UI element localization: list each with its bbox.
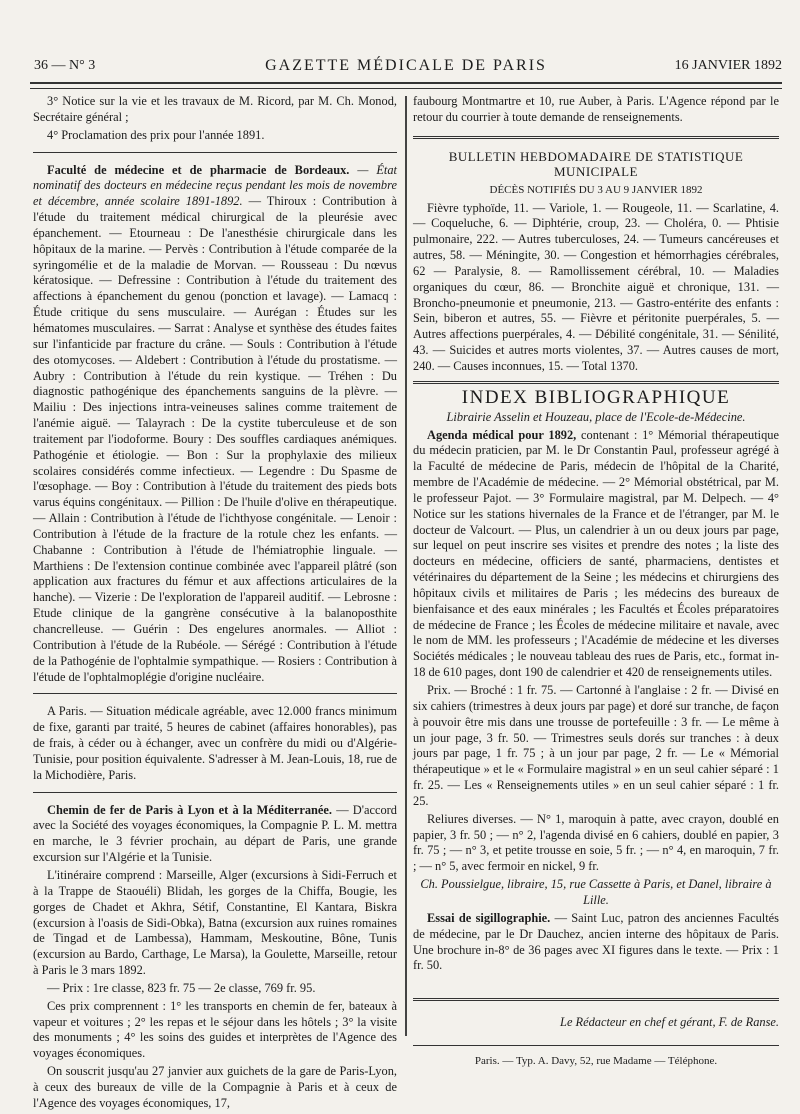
bulletin-body: Fièvre typhoïde, 11. — Variole, 1. — Rougeole, 11. — Scarlatine, 4. — Coqueluche, 6. — Diphtérie, croup, 23. — Choléra, 0. — Phtisie pulmonaire, 222. — Autres tuberculoses, 24. — Tumeurs cancéreuses et autres, 58. — Méningite, 30. — Congestion et hémorrhagies cérébrales, 62 — Paralysie, 8. — Ramollissement cérébral, 10. — Maladies organiques du cœur, 86. — Bronchite aiguë et chronique, 131. — Broncho-pneumonie et pneumonie, 213. — Gastro-entérite des enfants : Sein, biberon et autres, 55. — Fièvre et péritonite puerpérales, 5. — Autres affections puerpérales, 4. — Débilité congénitale, 31. — Sénilité, 43. — Suicides et autres morts violentes, 37. — Autres causes de mort, 240. — Causes inconnues, 15. — Total 1370. <box>413 200 779 373</box>
continuation-text: faubourg Montmartre et 10, rue Auber, à Paris. L'Agence répond par le retour du courrier à toute demande de renseignements. <box>413 94 779 124</box>
right-column <box>413 94 779 1070</box>
agenda-heading: Agenda médical pour 1892, <box>427 427 577 442</box>
sigillography-heading: Essai de sigillographie. <box>427 910 551 925</box>
sigillography-body: — Saint Luc, patron des anciennes Facultés de médecine, par le Dr Dauchez, ancien interne des hôpitaux de Paris. Une brochure in-8° de 36 pages avec XI figures dans le texte. — Prix : 1 fr. 50. <box>413 910 780 973</box>
bulletin-subtitle: DÉCÈS NOTIFIÉS DU 3 AU 9 JANVIER 1892 <box>489 183 703 196</box>
notice-item-3: 3° Notice sur la vie et les travaux de M. Ricord, par M. Ch. Monod, Secrétaire général ; <box>33 94 397 124</box>
journal-title: GAZETTE MÉDICALE DE PARIS <box>265 57 547 74</box>
itinerary: L'itinéraire comprend : Marseille, Alger (excursions à Sidi-Ferruch et à la Trappe de Staouéli) Blidah, les gorges de la Chiffa, Bougie, les gorges de Chadet et Akhra, Sétif, Constantine, El Kantara, Biskra (excursion à l'oasis de Sidi-Obka), Batna (excursion aux ruines romaines de Tingad et de Lambessa), Hammam, Meskoutine, Bône, Tunis (excursion au Bardo, Carthage, Le Marsa), la Goulette, Marseille, retour à Paris le 3 mars 1892. <box>33 867 397 978</box>
notice-item-4: 4° Proclamation des prix pour l'année 1891. <box>47 127 265 142</box>
page-header <box>30 56 782 80</box>
railway-body: — D'accord avec la Société des voyages économiques, la Compagnie P. L. M. mettra en marche, le 3 février prochain, au départ de Paris, une grande excursion sur l'Algérie et la Tunisie. <box>33 802 397 865</box>
subscription-info: On souscrit jusqu'au 27 janvier aux guichets de la gare de Paris-Lyon, à ceux des bureaux de ville de la Compagnie à Paris et à ceux de l'Agence des voyages économiques, 17, <box>33 1064 397 1110</box>
index-subtitle: Librairie Asselin et Houzeau, place de l'Ecole-de-Médecine. <box>446 409 746 424</box>
page-number: 36 — N° 3 <box>34 58 96 73</box>
prices: — Prix : 1re classe, 823 fr. 75 — 2e classe, 769 fr. 95. <box>47 980 316 995</box>
issue-date: 16 JANVIER 1892 <box>674 58 782 73</box>
railway-heading: Chemin de fer de Paris à Lyon et à la Méditerranée. <box>47 802 332 817</box>
sigillography-entry <box>413 911 779 974</box>
left-column <box>33 94 397 1114</box>
section-rule <box>33 693 397 694</box>
agenda-entry <box>413 428 779 682</box>
faculty-section <box>33 163 397 686</box>
column-divider <box>405 96 407 1036</box>
publisher-line: Ch. Poussielgue, libraire, 15, rue Cassette à Paris, et Danel, libraire à Lille. <box>420 877 772 907</box>
section-rule <box>413 136 779 139</box>
agenda-bindings: Reliures diverses. — N° 1, maroquin à patte, avec crayon, doublé en papier, 3 fr. 50 ; — n° 2, l'agenda divisé en 6 cahiers, doublé en papier, 3 fr. 75 ; — n° 3, et petite trousse en soie, 5 fr. ; — n° 4, en maroquin, 7 fr. ; — n° 5, avec fermoir en nickel, 9 fr. <box>413 811 779 874</box>
printer-imprint: Paris. — Typ. A. Davy, 52, rue Madame — Téléphone. <box>413 1045 779 1070</box>
index-title: INDEX BIBLIOGRAPHIQUE <box>413 381 779 406</box>
section-rule <box>33 792 397 793</box>
header-rule <box>30 82 782 89</box>
bulletin-title: BULLETIN HEBDOMADAIRE DE STATISTIQUE MUNICIPALE <box>448 148 744 179</box>
faculty-list: — Thiroux : Contribution à l'étude du traitement médical chirurgical de la pleurésie avec épanchement. — Etourneau : De l'anesthésie chirurgicale dans les hôpitaux de la marine. — Pervès : Contribution à l'étude comparée de la syringomélie et de la maladie de Morvan. — Rousseau : Du nœvus kératosique. — Defressine : Contribution à l'étude du traitement des affections à épanchement du genou (ponction et lavage). — Lamacq : Étude critique du sens musculaire. — Aurégan : Études sur les hématomes musculaires. — Sarrat : Analyse et synthèse des études faites sur l'infanticide par fracture du crâne. — Souls : Contribution à l'étude des otomycoses. — Aldebert : Contribution à l'étude du prostatisme. — Aubry : Contribution à l'étude du rein kystique. — Tréhen : Du diagnostic pathogénique des épanchements sanguins de la plèvre. — Mailiu : Des injections intra-veineuses salines comme traitement de l'anémie aiguë. — Talayrach : De la cystite tuberculeuse et de son traitement par l'iodoforme. Boury : Des souffles cardiaques anémiques. Pathogénie et étiologie. — Bon : Sur la prophylaxie des milieux scolaires considérés comme infectieux. — Legendre : Du Spasme de l'œsophage. — Boy : Contribution à l'étude du traitement des pieds bots varus équins congénitaux. — Pillion : De l'huile d'olive en thérapeutique. — Allain : Contribution à l'étude de l'ichthyose congénitale. — Lenoir : Contribution à l'étude de la fracture de la rotule chez les enfants. — Chabanne : Contribution à l'étude de l'hémiatrophie linguale. — Marthiens : De l'extension continue combinée avec l'appareil plâtré (son application aux fractures du fémur et aux affections articulaires de la hanche). — Vizerie : De l'exploration de l'appareil auditif. — Lebrosne : Etude clinique de la gangrène consécutive à la balanoposthite chancrelleuse. — Guérin : Des engelures anormales. — Alliot : Contribution à l'étude de la Rubéole. — Sérégé : Contribution à l'étude de la Pathogénie de l'ophtalmie sympathique. — Rosiers : Contribution à l'étude de l'ophtalmoplégie d'origine nucléaire. <box>33 194 397 684</box>
faculty-subtitle: — État nominatif des docteurs en médecine reçus pendant les mois de novembre et décembre, année scolaire 1891-1892. <box>33 162 397 209</box>
agenda-prices: Prix. — Broché : 1 fr. 75. — Cartonné à l'anglaise : 2 fr. — Divisé en six cahiers (trimestres à deux jours par page) et doré sur tranche, de façon à pouvoir être mis dans une trousse de portefeuille : 3 fr. — Le même à un jour page, 3 fr. 50. — Trimestres seuls dorés sur tranches : à deux jours par page, 1 fr. 75 ; à un jour par page, 2 fr. — Le « Mémorial thérapeutique » et le « Formulaire magistral » en un seul cahier séparé : 1 fr. 25. — Les « Renseignements utiles » en un seul cahier séparé : 1 fr. 25. <box>413 683 779 808</box>
prices-include: Ces prix comprennent : 1° les transports en chemin de fer, bateaux à vapeur et voitures ; 2° les repas et le séjour dans les hôtels ; 3° la visite des monuments ; 4° les soins des guides et interprètes de l'Agence des voyages économiques. <box>33 998 397 1061</box>
editor-signature: Le Rédacteur en chef et gérant, F. de Ranse. <box>413 998 779 1031</box>
faculty-heading: Faculté de médecine et de pharmacie de Bordeaux. <box>47 162 350 177</box>
section-rule <box>33 152 397 153</box>
paris-ad: A Paris. — Situation médicale agréable, avec 12.000 francs minimum de fixe, garanti par traité, 5 heures de cabinet (affaires honorables), pas de frais, à céder ou à échanger, avec un confrère du midi ou d'Algérie-Tunisie, pour position équivalente. S'adresser à M. Jean-Louis, 18, rue de la Michodière, Paris. <box>33 704 397 782</box>
agenda-body: contenant : 1° Mémorial thérapeutique du médecin praticien, par M. le Dr Constantin Paul, professeur agrégé à la Faculté de médecine de Paris, médecin de l'hôpital de la Charité, membre de l'Académie de médecine. — 2° Mémorial obstétrical, par M. le professeur Pajot. — 3° Formulaire magistral, par M. Delpech. — 4° Notice sur les stations hivernales de la France et de l'étranger, par M. le docteur de Valcourt. — Plus, un calendrier à un ou deux jours par page, sur lequel on peut inscrire ses visites et prendre des notes ; la liste des docteurs en médecine, officiers de santé, pharmaciens, dentistes et vétérinaires du département de la Seine ; les médecins et chirurgiens des hôpitaux civils et militaires de Paris ; les médecins des bureaux de bienfaisance et des eaux minérales ; les Facultés et Écoles préparatoires de médecine de France ; les Écoles de médecine militaire et navale, avec le nom de MM. les professeurs ; l'Académie de médecine et les diverses Sociétés médicales ; le nouveau tableau des rues de Paris, etc., format in-18 de 610 pages, dont 190 de calendrier et 420 de renseignements utiles. <box>413 427 779 680</box>
railway-section <box>33 803 397 866</box>
